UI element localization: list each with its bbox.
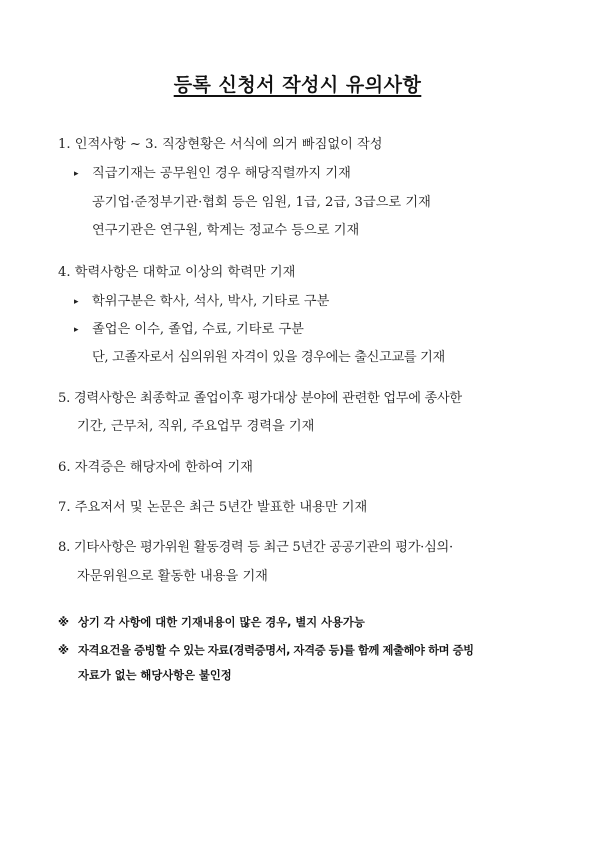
item-7-line-1: 7. 주요저서 및 논문은 최근 5년간 발표한 내용만 기재 (58, 500, 368, 515)
item-8-line-2: 자문위원으로 활동한 내용을 기재 (77, 569, 268, 584)
note-1 (58, 614, 365, 630)
note-2-line-2: 자료가 없는 해당사항은 불인정 (78, 669, 232, 682)
note-2-line-1-text: 자격요건을 증빙할 수 있는 자료(경력증명서, 자격증 등)를 함께 제출해야 하며 증빙 (78, 644, 474, 657)
item-1-sub-2: 공기업·준정부기관·협회 등은 임원, 1급, 2급, 3급으로 기재 (92, 195, 431, 210)
item-1-sub-1 (74, 162, 351, 181)
item-1-heading: 1. 인적사항 ~ 3. 직장현황은 서식에 의거 빠짐없이 작성 (58, 137, 383, 152)
note-1-text: 상기 각 사항에 대한 기재내용이 많은 경우, 별지 사용가능 (78, 616, 365, 629)
item-4-sub-1-text: 학위구분은 학사, 석사, 박사, 기타로 구분 (92, 294, 330, 309)
item-4-sub-2 (74, 318, 304, 337)
item-5-line-1: 5. 경력사항은 최종학교 졸업이후 평가대상 분야에 관련한 업무에 종사한 (58, 391, 462, 406)
item-6-line-1: 6. 자격증은 해당자에 한하여 기재 (58, 460, 253, 475)
item-1-sub-1-text: 직급기재는 공무원인 경우 해당직렬까지 기재 (92, 166, 351, 181)
note-2-line-1 (58, 642, 474, 658)
item-8-line-1: 8. 기타사항은 평가위원 활동경력 등 최근 5년간 공공기관의 평가·심의· (58, 540, 453, 555)
bullet-arrow-icon: ▸ (74, 325, 79, 335)
item-4-sub-1 (74, 290, 329, 309)
bullet-arrow-icon: ▸ (74, 169, 79, 179)
reference-mark-icon: ※ (58, 616, 69, 629)
reference-mark-icon: ※ (58, 644, 69, 657)
bullet-arrow-icon: ▸ (74, 297, 79, 307)
item-5-line-2: 기간, 근무처, 직위, 주요업무 경력을 기재 (77, 419, 315, 434)
item-1-sub-3: 연구기관은 연구원, 학계는 정교수 등으로 기재 (92, 223, 360, 238)
item-4-sub-3: 단, 고졸자로서 심의위원 자격이 있을 경우에는 출신고교를 기재 (92, 350, 445, 365)
item-4-heading: 4. 학력사항은 대학교 이상의 학력만 기재 (58, 265, 296, 280)
item-4-sub-2-text: 졸업은 이수, 졸업, 수료, 기타로 구분 (92, 322, 304, 337)
page-title: 등록 신청서 작성시 유의사항 (173, 74, 422, 96)
